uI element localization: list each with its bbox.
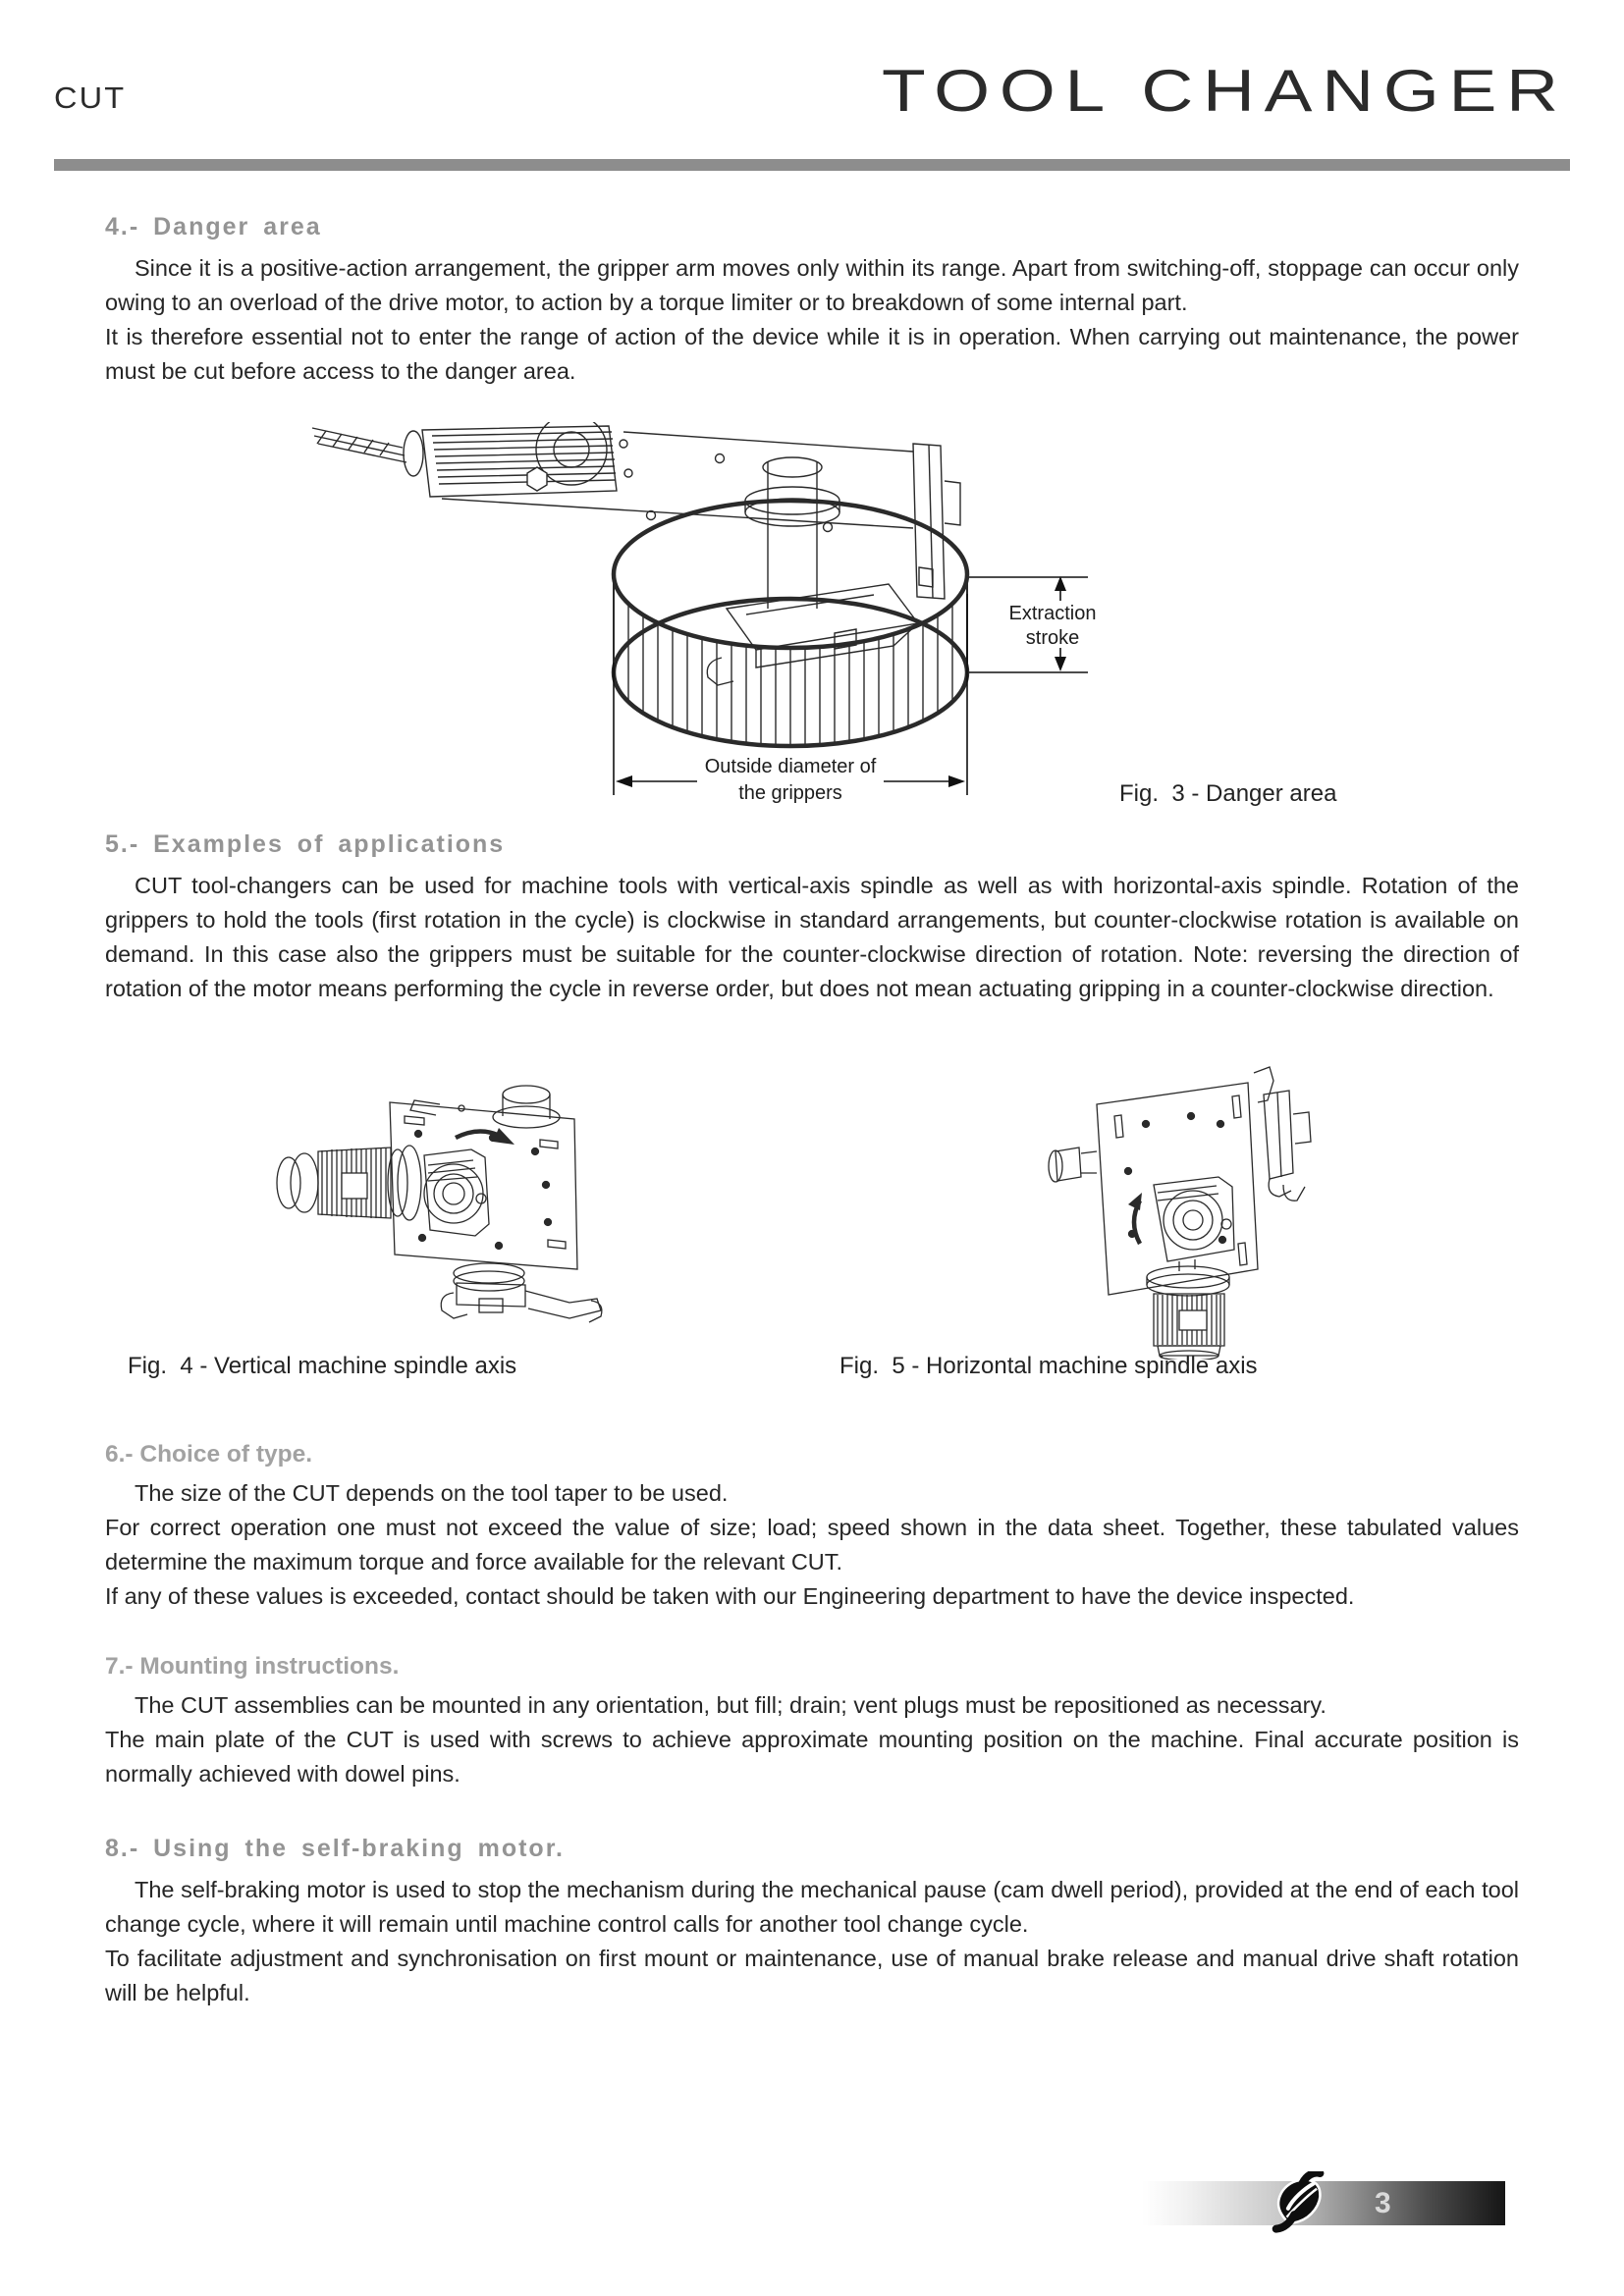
gearbox	[424, 1149, 489, 1236]
fig4-svg	[236, 1065, 677, 1350]
side-knob	[1049, 1148, 1097, 1182]
outside-diameter-label: Outside diameter of the grippers	[704, 756, 877, 804]
fig5-caption: Fig. 5 - Horizontal machine spindle axis	[839, 1353, 1258, 1379]
paragraph: The CUT assemblies can be mounted in any orientation, but fill; drain; vent plugs must be repositioned as necessary.	[135, 1692, 1326, 1718]
fig4-caption: Fig. 4 - Vertical machine spindle axis	[128, 1353, 517, 1379]
section-heading: 6.- Choice of type.	[105, 1441, 313, 1468]
fig3-caption: Fig. 3 - Danger area	[1119, 780, 1337, 807]
gripper-assembly	[1254, 1067, 1311, 1201]
fig5-drawing	[1036, 1055, 1370, 1360]
section-choice-of-type	[105, 1441, 1519, 1614]
page-title: TOOL CHANGER	[882, 58, 1568, 124]
mounting-plate	[390, 1102, 577, 1269]
fig5-svg	[1036, 1055, 1370, 1360]
section-self-braking-motor	[105, 1834, 1519, 2010]
paragraph: Since it is a positive-action arrangement, the gripper arm moves only within its range. Apart from switching-off, stoppage can occur only owing to an overload of the drive motor, to action by a torque limiter or to breakdown of some internal part.	[105, 255, 1519, 315]
paragraph: The size of the CUT depends on the tool taper to be used.	[135, 1480, 729, 1506]
section-heading: 5.- Examples of applications	[105, 830, 506, 858]
drive-motor	[277, 1146, 421, 1220]
brand-text: CUT	[54, 80, 127, 115]
paragraph: CUT tool-changers can be used for machine tools with vertical-axis spindle as well as with horizontal-axis spindle. Rotation of the grippers to hold the tools (first rotation in the cycle) is clockwise in standard arrangements, but counter-clockwise rotation is available on demand. In this case also the grippers must be suitable for the counter-clockwise direction of rotation. Note: reversing the direction of rotation of the motor means performing the cycle in reverse order, but does not mean actuating gripping in a counter-clockwise direction.	[105, 873, 1519, 1001]
section-mounting-instructions	[105, 1653, 1519, 1791]
mounting-plate	[442, 432, 960, 599]
header-rule	[54, 159, 1570, 171]
paragraph: The self-braking motor is used to stop the mechanism during the mechanical pause (cam dwell period), provided at the end of each tool change cycle, where it will remain until machine control calls for another tool change cycle.	[105, 1877, 1519, 1937]
brand-logo-icon	[1265, 2171, 1333, 2239]
paragraph: It is therefore essential not to enter the range of action of the device while it is in operation. When carrying out maintenance, the power must be cut before access to the danger area.	[105, 324, 1519, 384]
section-heading: 4.- Danger area	[105, 213, 322, 240]
fig4-drawing	[236, 1065, 677, 1350]
mounting-plate	[1097, 1083, 1258, 1295]
gripper-assembly	[441, 1263, 602, 1322]
gearbox	[1154, 1177, 1234, 1261]
extraction-stroke-label: Extraction stroke	[1008, 603, 1097, 649]
paragraph: If any of these values is exceeded, contact should be taken with our Engineering department to have the device inspected.	[105, 1583, 1355, 1609]
motor-assembly	[312, 422, 632, 497]
paragraph: To facilitate adjustment and synchronisation on first mount or maintenance, use of manual brake release and manual drive shaft rotation will be helpful.	[105, 1946, 1519, 2005]
paragraph: The main plate of the CUT is used with screws to achieve approximate mounting position on the machine. Final accurate position is normally achieved with dowel pins.	[105, 1727, 1519, 1787]
section-heading: 8.- Using the self-braking motor.	[105, 1835, 565, 1862]
section-danger-area	[105, 212, 1519, 389]
rotation-arrow	[456, 1128, 514, 1145]
paragraph: For correct operation one must not exceed the value of size; load; speed shown in the data sheet. Together, these tabulated values determine the maximum torque and force available for the relevant CUT.	[105, 1515, 1519, 1575]
fig3-drawing	[285, 422, 1110, 815]
section-heading: 7.- Mounting instructions.	[105, 1653, 400, 1680]
section-examples	[105, 829, 1519, 1006]
page-number: 3	[1375, 2187, 1391, 2219]
drive-motor	[1147, 1259, 1229, 1360]
